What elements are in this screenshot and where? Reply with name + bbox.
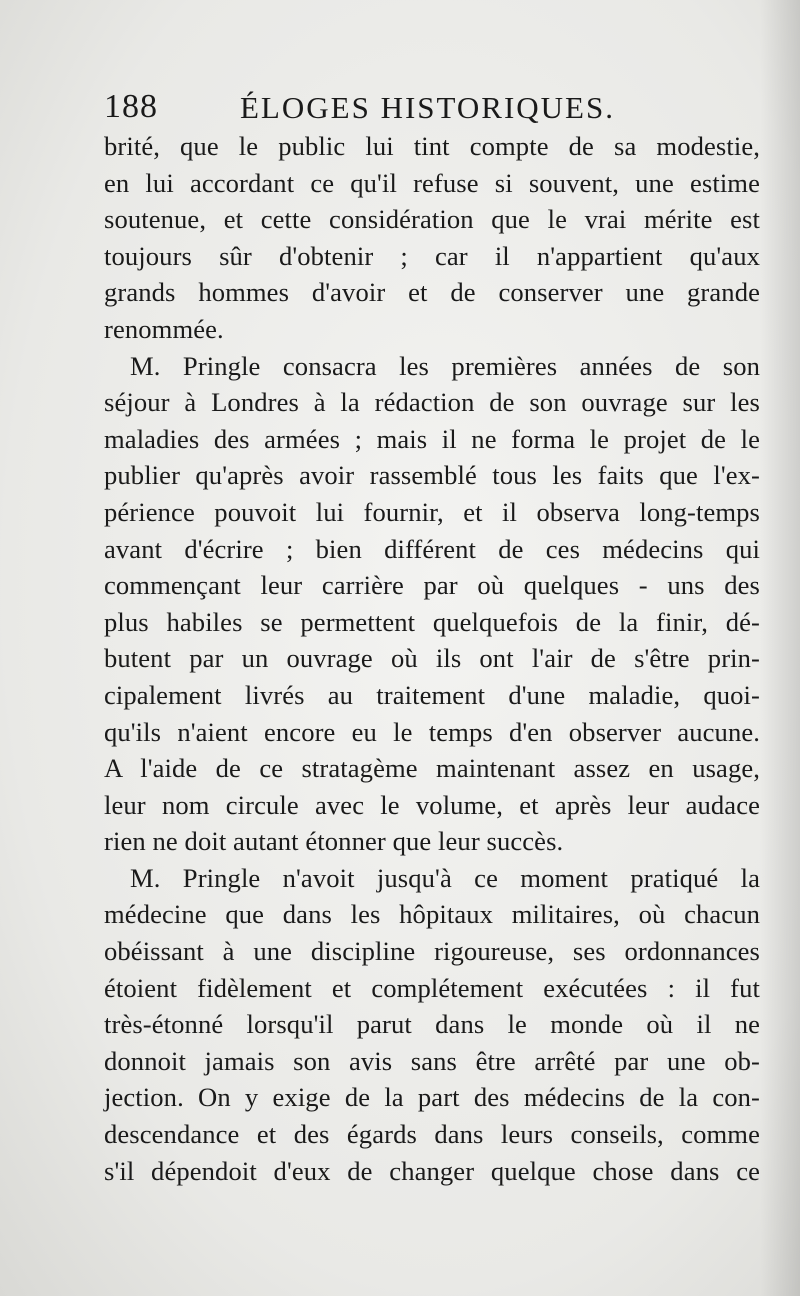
text-line: maladies des armées ; mais il ne forma le projet de le [104,423,760,454]
text-line: toujours sûr d'obtenir ; car il n'appartient qu'aux [104,240,760,271]
body-text [104,128,760,1189]
text-line: publier qu'après avoir rassemblé tous les faits que l'ex- [104,460,760,491]
text-line: qu'ils n'aient encore eu le temps d'en observer aucune. [104,716,760,747]
text-line: périence pouvoit lui fournir, et il observa long-temps [104,496,760,527]
running-title: ÉLOGES HISTORIQUES. [240,90,615,125]
text-line: descendance et des égards dans leurs conseils, comme [104,1119,760,1150]
paragraph-2 [104,348,760,860]
text-line: médecine que dans les hôpitaux militaires, où chacun [104,899,760,930]
text-line: butent par un ouvrage où ils ont l'air de s'être prin- [104,643,760,674]
text-line: commençant leur carrière par où quelques - uns des [104,570,760,601]
text-line: avant d'écrire ; bien différent de ces médecins qui [104,533,760,564]
text-line: rien ne doit autant étonner que leur succès. [104,826,564,857]
page-header [104,88,644,132]
text-line: très-étonné lorsqu'il parut dans le monde où il ne [104,1009,760,1040]
text-line: jection. On y exige de la part des médecins de la con- [104,1082,760,1113]
text-line: s'il dépendoit d'eux de changer quelque chose dans ce [104,1155,760,1186]
text-line: obéissant à une discipline rigoureuse, ses ordonnances [104,936,760,967]
paragraph-3 [104,860,760,1189]
text-line: grands hommes d'avoir et de conserver une grande [104,277,760,308]
text-line: séjour à Londres à la rédaction de son ouvrage sur les [104,387,760,418]
text-line: donnoit jamais son avis sans être arrêté par une ob- [104,1045,760,1076]
paragraph-1 [104,128,760,348]
text-line: M. Pringle consacra les premières années de son [130,350,760,381]
text-line: soutenue, et cette considération que le vrai mérite est [104,204,760,235]
text-line: leur nom circule avec le volume, et après leur audace [104,789,760,820]
text-line: renommée. [104,313,224,344]
text-line: cipalement livrés au traitement d'une maladie, quoi- [104,679,760,710]
text-line: plus habiles se permettent quelquefois de la finir, dé- [104,606,760,637]
text-line: étoient fidèlement et complétement exécutées : il fut [104,972,760,1003]
text-line: en lui accordant ce qu'il refuse si souvent, une estime [104,167,760,198]
text-line: brité, que le public lui tint compte de sa modestie, [104,131,760,161]
page-edge-shadow [760,0,800,1296]
text-line: M. Pringle n'avoit jusqu'à ce moment pratiqué la [130,862,760,893]
text-line: A l'aide de ce stratagème maintenant assez en usage, [104,753,760,784]
page-number: 188 [104,88,158,125]
